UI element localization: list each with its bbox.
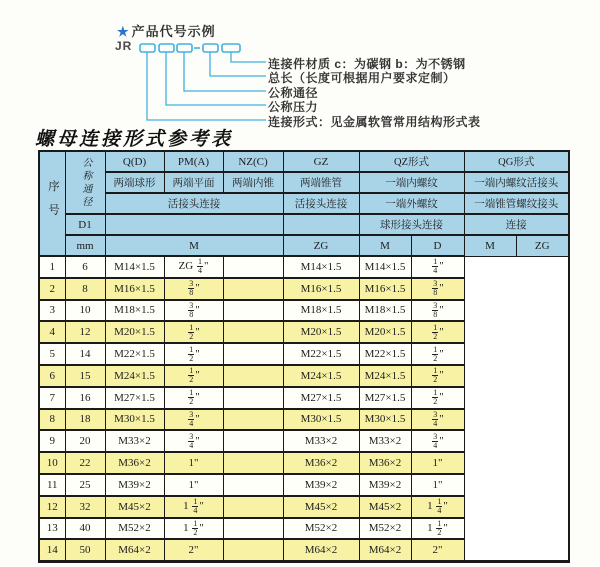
table-cell-qz_m — [223, 539, 283, 561]
table-cell-qg_m: M36×2 — [359, 452, 411, 474]
table-row — [39, 409, 569, 431]
table-cell-zg: ZG $\frac{1}{4}$ " — [164, 256, 223, 278]
header-desc: 一端外螺纹 — [359, 193, 464, 214]
table-cell-qz_m — [223, 278, 283, 300]
diagram-label-pressure: 公称压力 — [268, 100, 319, 114]
table-cell-mm: 10 — [65, 300, 105, 322]
header-group-gz: GZ — [283, 151, 359, 172]
table-cell-qg_m: M64×2 — [359, 539, 411, 561]
table-cell-m: M30×1.5 — [105, 409, 164, 431]
table-cell-no: 1 — [39, 256, 65, 278]
header-unit-qz-d: D — [411, 235, 464, 256]
table-cell-qz_d: M33×2 — [283, 430, 359, 452]
diagram-heading — [117, 21, 216, 40]
table-cell-qz_d: M27×1.5 — [283, 387, 359, 409]
table-cell-qg_m: M18×1.5 — [359, 300, 411, 322]
header-desc: 两端球形 — [105, 172, 164, 193]
header-group-nzc: NZ(C) — [223, 151, 283, 172]
table-cell-mm: 20 — [65, 430, 105, 452]
diagram-label-length: 总长（长度可根据用户要求定制） — [268, 71, 456, 85]
header-desc: 两端内锥 — [223, 172, 283, 193]
table-cell-qg_zg: $\frac{1}{2}$ " — [411, 321, 464, 343]
table-cell-zg: $\frac{3}{4}$ " — [164, 430, 223, 452]
table-cell-no: 12 — [39, 496, 65, 518]
header-blank — [105, 214, 283, 235]
table-cell-qg_zg: 1" — [411, 474, 464, 496]
header-desc: 球形接头连接 — [359, 214, 464, 235]
nut-connection-table — [38, 150, 570, 563]
code-box — [222, 44, 240, 52]
table-cell-no: 5 — [39, 343, 65, 365]
table-cell-zg: $\frac{1}{2}$ " — [164, 321, 223, 343]
table-cell-no: 10 — [39, 452, 65, 474]
diagram-label-material: 连接件材质 c：为碳钢 b：为不锈钢 — [268, 57, 466, 71]
code-box — [203, 44, 218, 52]
header-group-qg: QG形式 — [464, 151, 569, 172]
table-row — [39, 321, 569, 343]
table-cell-qg_m: M14×1.5 — [359, 256, 411, 278]
table-cell-zg: $\frac{1}{2}$ " — [164, 343, 223, 365]
header-desc: 活接头连接 — [105, 193, 283, 214]
header-desc: 两端平面 — [164, 172, 223, 193]
connector-line — [184, 52, 266, 91]
table-cell-qg_zg: $\frac{1}{2}$ " — [411, 343, 464, 365]
table-row — [39, 474, 569, 496]
table-cell-qz_m — [223, 518, 283, 540]
table-cell-qz_d: M18×1.5 — [283, 300, 359, 322]
table-cell-m: M16×1.5 — [105, 278, 164, 300]
table-cell-qg_zg: $\frac{1}{2}$ " — [411, 365, 464, 387]
table-cell-mm: 18 — [65, 409, 105, 431]
code-box — [159, 44, 174, 52]
table-row — [39, 539, 569, 561]
table-cell-no: 4 — [39, 321, 65, 343]
table-cell-no: 6 — [39, 365, 65, 387]
table-cell-zg: 2" — [164, 539, 223, 561]
table-cell-m: M33×2 — [105, 430, 164, 452]
table-cell-qz_m — [223, 387, 283, 409]
table-cell-qz_m — [223, 256, 283, 278]
table-cell-no: 7 — [39, 387, 65, 409]
table-cell-qz_d: M22×1.5 — [283, 343, 359, 365]
table-cell-qz_m — [223, 452, 283, 474]
table-cell-m: M36×2 — [105, 452, 164, 474]
table-cell-mm: 14 — [65, 343, 105, 365]
table-cell-qg_zg: $\frac{3}{8}$ " — [411, 278, 464, 300]
table-cell-no: 9 — [39, 430, 65, 452]
table-cell-qg_zg: 2" — [411, 539, 464, 561]
table-cell-m: M52×2 — [105, 518, 164, 540]
table-cell-qg_m: M30×1.5 — [359, 409, 411, 431]
table-cell-qg_m: M16×1.5 — [359, 278, 411, 300]
diagram-label-connection: 连接形式：见金属软管常用结构形式表 — [268, 115, 481, 129]
table-cell-qg_m: M20×1.5 — [359, 321, 411, 343]
table-cell-qz_m — [223, 343, 283, 365]
table-cell-mm: 25 — [65, 474, 105, 496]
table-title: 螺母连接形式参考表 — [35, 129, 234, 150]
connector-line — [210, 52, 266, 76]
code-box — [177, 44, 192, 52]
table-cell-qz_m — [223, 365, 283, 387]
header-desc: 一端内螺纹活接头 — [464, 172, 569, 193]
table-cell-zg: $\frac{1}{2}$ " — [164, 365, 223, 387]
header-desc: 一端锥管螺纹接头 — [464, 193, 569, 214]
table-cell-qz_d: M36×2 — [283, 452, 359, 474]
table-cell-no: 3 — [39, 300, 65, 322]
table-cell-mm: 8 — [65, 278, 105, 300]
header-group-qz: QZ形式 — [359, 151, 464, 172]
table-cell-zg: $\frac{3}{8}$ " — [164, 278, 223, 300]
table-row — [39, 518, 569, 540]
table-cell-qz_d: M52×2 — [283, 518, 359, 540]
table-cell-qg_zg: $\frac{3}{4}$ " — [411, 409, 464, 431]
table-cell-mm: 22 — [65, 452, 105, 474]
table-row — [39, 387, 569, 409]
table-cell-qg_zg: $\frac{3}{8}$ " — [411, 300, 464, 322]
table-cell-zg: 1" — [164, 452, 223, 474]
table-cell-qz_d: M39×2 — [283, 474, 359, 496]
table-cell-m: M27×1.5 — [105, 387, 164, 409]
table-row — [39, 452, 569, 474]
table-cell-qg_zg: 1 $\frac{1}{4}$ " — [411, 496, 464, 518]
table-row — [39, 278, 569, 300]
header-unit-m: M — [105, 235, 283, 256]
table-cell-qg_m: M52×2 — [359, 518, 411, 540]
header-unit-qz-m: M — [359, 235, 411, 256]
header-mm: mm — [65, 235, 105, 256]
header-desc: 一端内螺纹 — [359, 172, 464, 193]
star-icon: ★ — [117, 24, 130, 39]
table-cell-qz_m — [223, 496, 283, 518]
table-cell-mm: 6 — [65, 256, 105, 278]
code-prefix: JR — [115, 39, 133, 53]
table-cell-qg_zg: $\frac{1}{2}$ " — [411, 387, 464, 409]
table-header — [39, 151, 569, 256]
header-group-pma: PM(A) — [164, 151, 223, 172]
table-cell-qz_d: M64×2 — [283, 539, 359, 561]
table-row — [39, 430, 569, 452]
table-cell-m: M24×1.5 — [105, 365, 164, 387]
table-cell-qz_m — [223, 300, 283, 322]
table-cell-mm: 40 — [65, 518, 105, 540]
table-cell-no: 8 — [39, 409, 65, 431]
table-cell-qz_d: M20×1.5 — [283, 321, 359, 343]
table-cell-qg_m: M24×1.5 — [359, 365, 411, 387]
table-cell-qg_m: M45×2 — [359, 496, 411, 518]
table-cell-qg_m: M33×2 — [359, 430, 411, 452]
table-cell-qg_zg: $\frac{3}{4}$ " — [411, 430, 464, 452]
table-cell-qz_d: M16×1.5 — [283, 278, 359, 300]
table-cell-m: M14×1.5 — [105, 256, 164, 278]
header-no: 序号 — [39, 151, 65, 256]
table-cell-zg: $\frac{3}{4}$ " — [164, 409, 223, 431]
table-cell-qz_m — [223, 409, 283, 431]
table-cell-qz_d: M30×1.5 — [283, 409, 359, 431]
table-cell-m: M39×2 — [105, 474, 164, 496]
table-body — [39, 256, 569, 562]
table-row — [39, 300, 569, 322]
table-row — [39, 365, 569, 387]
table-cell-no: 11 — [39, 474, 65, 496]
code-box — [140, 44, 155, 52]
table-cell-m: M18×1.5 — [105, 300, 164, 322]
header-desc: 连接 — [464, 214, 569, 235]
diagram-label-diameter: 公称通径 — [268, 86, 319, 100]
table-cell-zg: 1" — [164, 474, 223, 496]
header-group-qd: Q(D) — [105, 151, 164, 172]
header-desc: 两端锥管 — [283, 172, 359, 193]
connector-line — [231, 52, 266, 62]
table-cell-qz_d: M24×1.5 — [283, 365, 359, 387]
table-cell-m: M22×1.5 — [105, 343, 164, 365]
diagram-heading-text: 产品代号示例 — [131, 24, 216, 39]
table-cell-zg: $\frac{1}{2}$ " — [164, 387, 223, 409]
table-cell-m: M45×2 — [105, 496, 164, 518]
header-dn: 公称通径 — [65, 151, 105, 214]
connector-line — [166, 52, 266, 105]
table-cell-m: M20×1.5 — [105, 321, 164, 343]
header-unit-qg-zg: ZG — [516, 235, 569, 256]
table-cell-zg: $\frac{3}{8}$ " — [164, 300, 223, 322]
table-cell-mm: 12 — [65, 321, 105, 343]
table-cell-mm: 16 — [65, 387, 105, 409]
table-cell-qz_d: M45×2 — [283, 496, 359, 518]
table-cell-qg_zg: $\frac{1}{4}$ " — [411, 256, 464, 278]
table-cell-qg_m: M22×1.5 — [359, 343, 411, 365]
table-cell-qg_zg: 1" — [411, 452, 464, 474]
table-row — [39, 343, 569, 365]
header-blank — [283, 214, 359, 235]
header-unit-zg: ZG — [283, 235, 359, 256]
table-cell-qg_zg: 1 $\frac{1}{2}$ " — [411, 518, 464, 540]
table-cell-m: M64×2 — [105, 539, 164, 561]
table-cell-qz_m — [223, 474, 283, 496]
table-cell-zg: 1 $\frac{1}{2}$ " — [164, 518, 223, 540]
table-cell-qz_m — [223, 430, 283, 452]
header-unit-qg-m: M — [464, 235, 516, 256]
table-cell-no: 13 — [39, 518, 65, 540]
table-cell-mm: 50 — [65, 539, 105, 561]
table-row — [39, 256, 569, 278]
table-cell-qz_m — [223, 321, 283, 343]
table-cell-mm: 32 — [65, 496, 105, 518]
table-cell-qg_m: M39×2 — [359, 474, 411, 496]
header-d1: D1 — [65, 214, 105, 235]
table-row — [39, 496, 569, 518]
table-cell-zg: 1 $\frac{1}{4}$ " — [164, 496, 223, 518]
table-cell-no: 14 — [39, 539, 65, 561]
table-cell-no: 2 — [39, 278, 65, 300]
table-cell-mm: 15 — [65, 365, 105, 387]
header-desc: 活接头连接 — [283, 193, 359, 214]
table-cell-qg_m: M27×1.5 — [359, 387, 411, 409]
table-cell-qz_d: M14×1.5 — [283, 256, 359, 278]
